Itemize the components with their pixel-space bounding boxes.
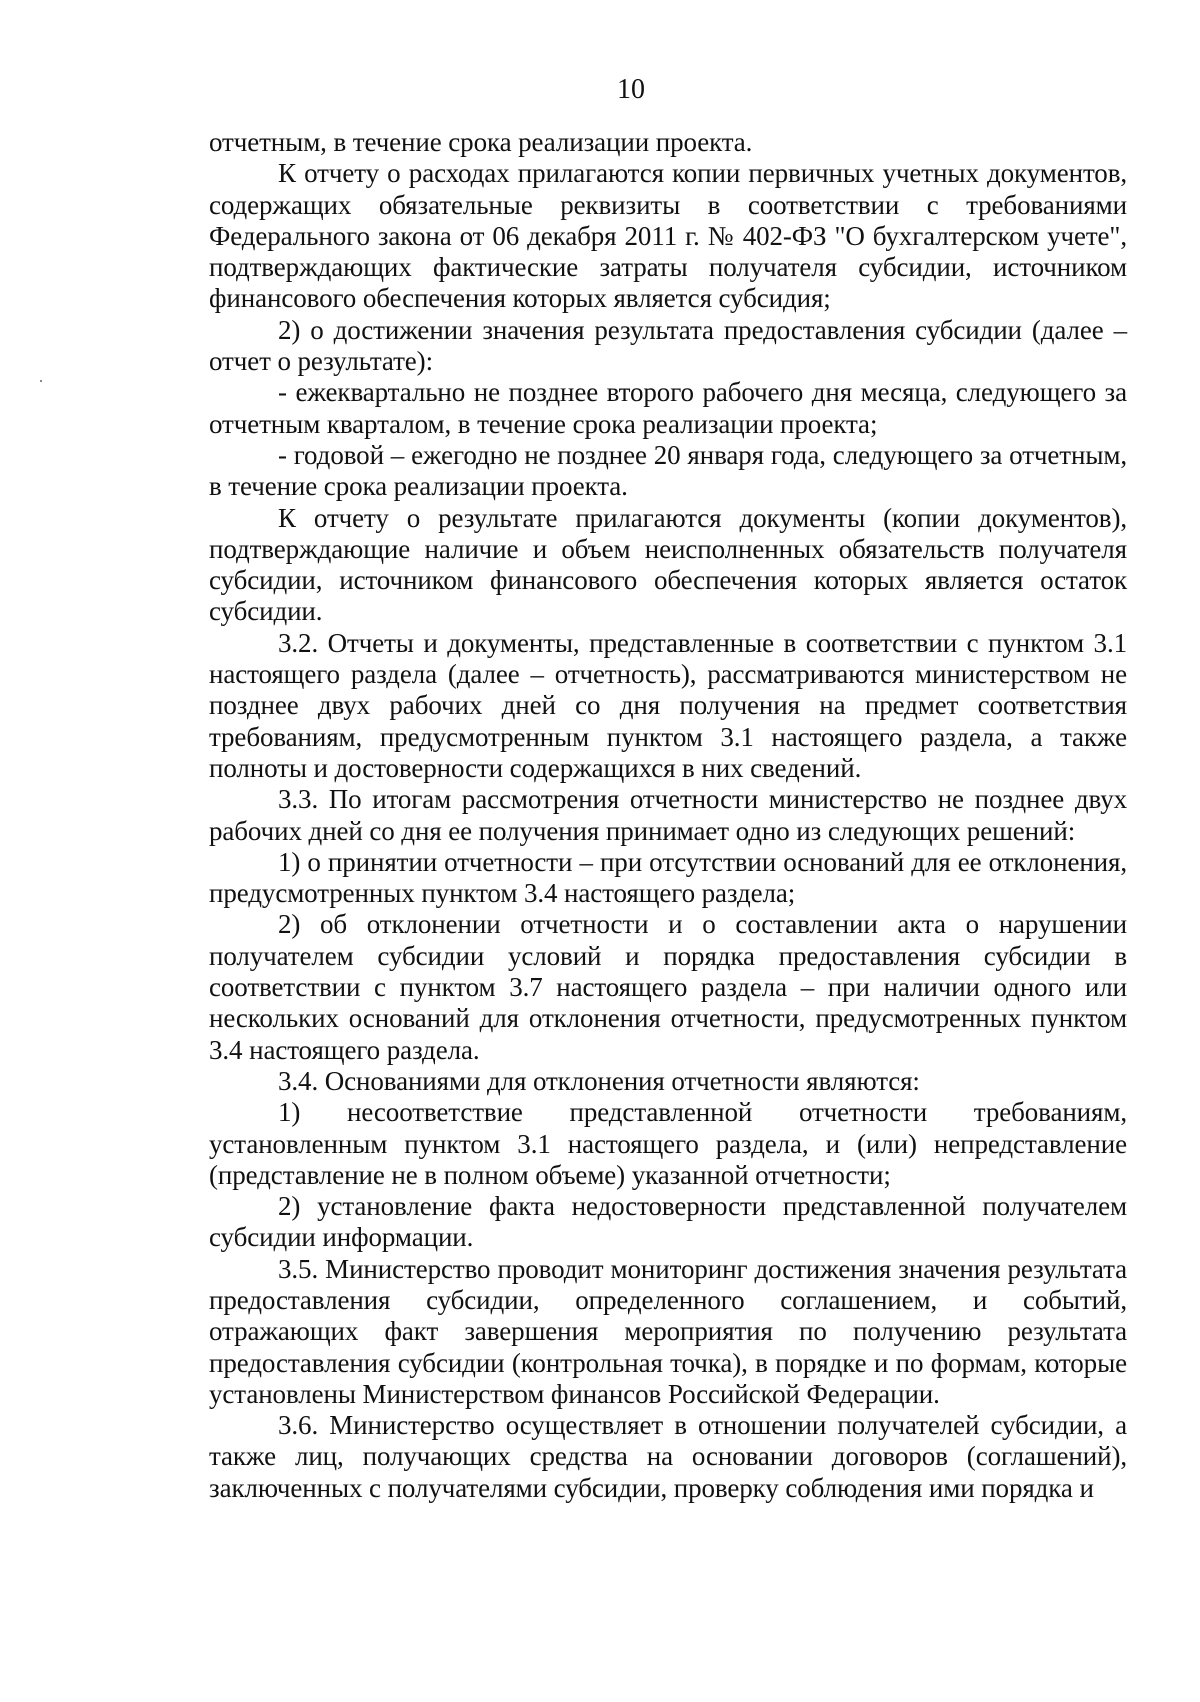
paragraph-annual: - годовой – ежегодно не позднее 20 января года, следующего за отчетным, в течение срока реализации проекта. [209, 439, 1127, 502]
paragraph-3-4-item-1: 1) несоответствие представленной отчетности требованиям, установленным пунктом 3.1 настоящего раздела, и (или) непредставление (представление не в полном объеме) указанной отчетности; [209, 1097, 1127, 1190]
page-number: 10 [617, 74, 645, 105]
paragraph-result-report-attachments: К отчету о результате прилагаются документы (копии документов), подтверждающие наличие и объем неисполненных обязательств получателя субсидии, источником финансового обеспечения которых является остаток субсидии. [209, 502, 1127, 627]
paragraph-3-3-item-2: 2) об отклонении отчетности и о составлении акта о нарушении получателем субсидии условий и порядка предоставления субсидии в соответствии с пунктом 3.7 настоящего раздела – при наличии одного или нескольких оснований для отклонения отчетности, предусмотренных пунктом 3.4 настоящего раздела. [209, 909, 1127, 1065]
paragraph-continuation: отчетным, в течение срока реализации проекта. [209, 127, 753, 157]
paragraph-3-4-item-2: 2) установление факта недостоверности представленной получателем субсидии информации. [209, 1191, 1127, 1253]
scan-speck [40, 380, 42, 382]
paragraph-3-3: 3.3. По итогам рассмотрения отчетности министерство не позднее двух рабочих дней со дня ее получения принимает одно из следующих решений: [209, 784, 1127, 846]
paragraph-3-2: 3.2. Отчеты и документы, представленные в соответствии с пунктом 3.1 настоящего раздела (далее – отчетность), рассматриваются министерством не позднее двух рабочих дней со дня получения на предмет соответствия требованиям, предусмотренным пунктом 3.1 настоящего раздела, а также полноты и достоверности содержащихся в них сведений. [209, 627, 1127, 783]
paragraph-expense-report-attachments: К отчету о расходах прилагаются копии первичных учетных документов, содержащих обязательные реквизиты в соответствии с требованиями Федерального закона от 06 декабря 2011 г. № 402-ФЗ "О бухгалтерском учете", подтверждающих фактические затраты получателя субсидии, источником финансового обеспечения которых является субсидия; [209, 158, 1127, 314]
paragraph-3-3-item-1: 1) о принятии отчетности – при отсутствии оснований для ее отклонения, предусмотренных пунктом 3.4 настоящего раздела; [209, 846, 1127, 909]
document-body [209, 127, 1127, 1504]
paragraph-result-report: 2) о достижении значения результата предоставления субсидии (далее – отчет о результате): [209, 314, 1127, 377]
paragraph-quarterly: - ежеквартально не позднее второго рабочего дня месяца, следующего за отчетным кварталом, в течение срока реализации проекта; [209, 377, 1127, 439]
paragraph-3-4: 3.4. Основаниями для отклонения отчетности являются: [278, 1065, 920, 1096]
paragraph-3-6: 3.6. Министерство осуществляет в отношении получателей субсидии, а также лиц, получающих средства на основании договоров (соглашений), заключенных с получателями субсидии, проверку соблюдения ими порядка и [209, 1410, 1127, 1503]
paragraph-3-5: 3.5. Министерство проводит мониторинг достижения значения результата предоставления субсидии, определенного соглашением, и событий, отражающих факт завершения мероприятия по получению результата предоставления субсидии (контрольная точка), в порядке и по формам, которые установлены Министерством финансов Российской Федерации. [209, 1253, 1127, 1409]
